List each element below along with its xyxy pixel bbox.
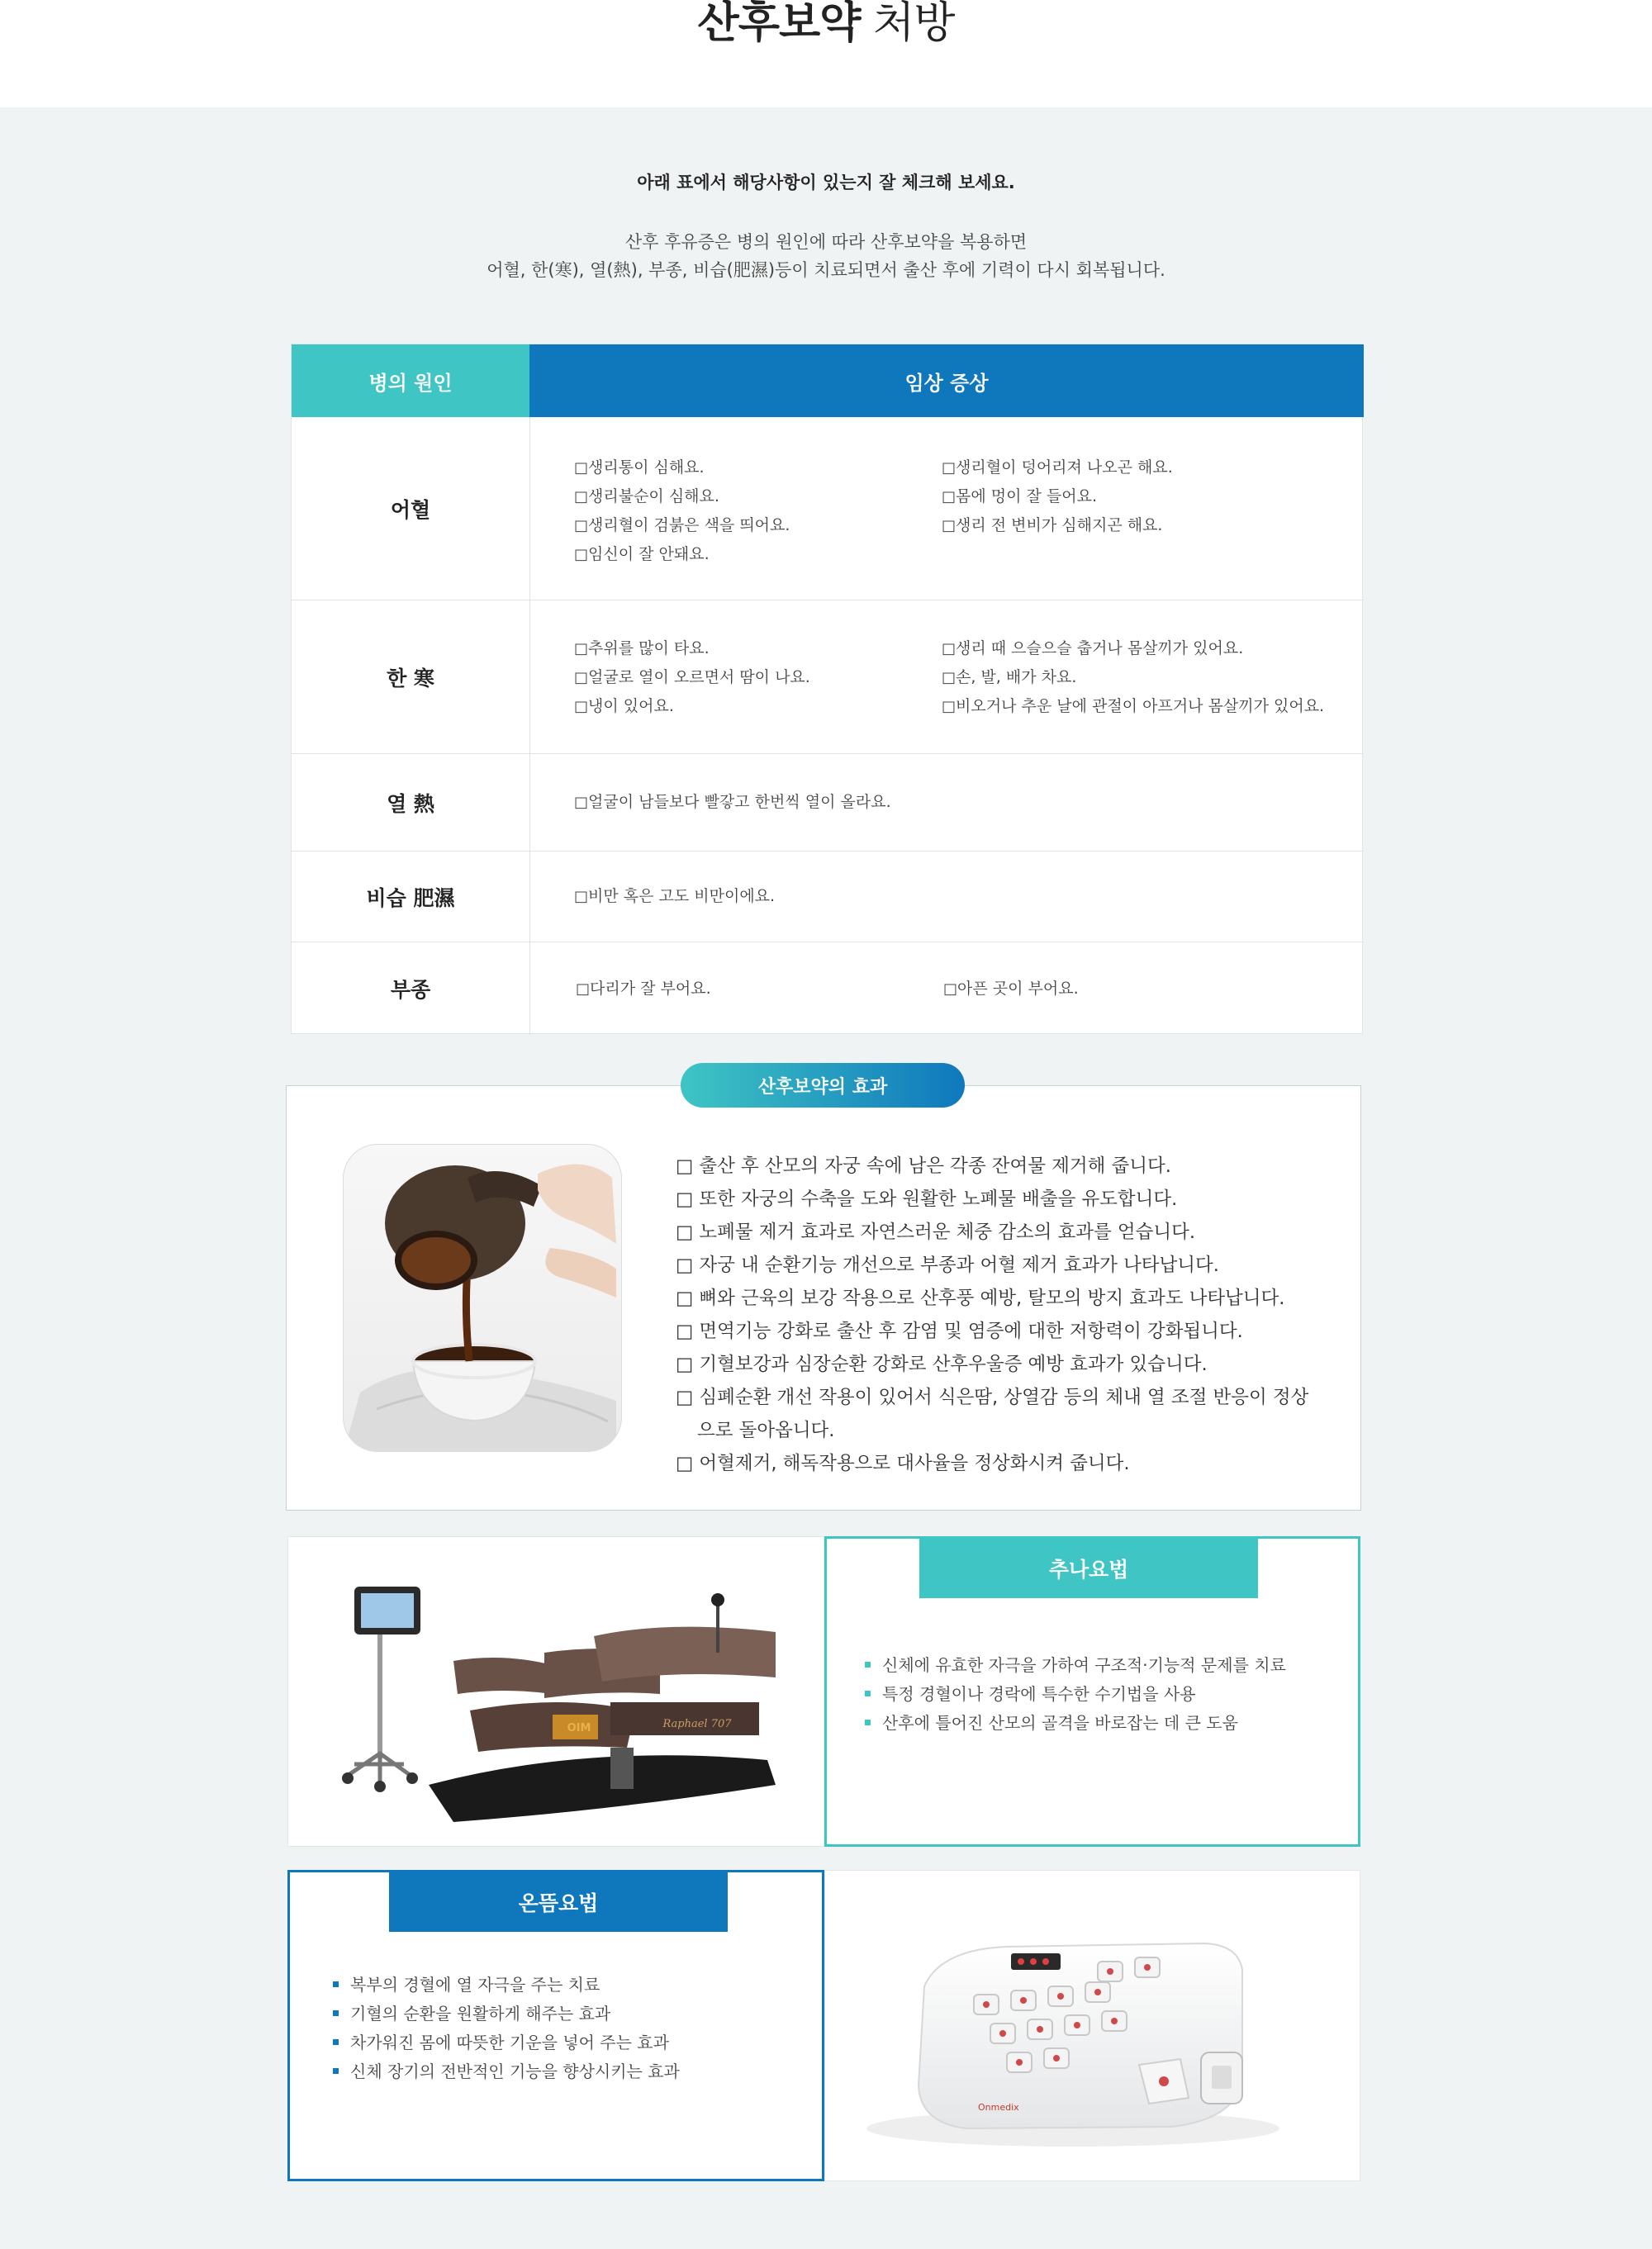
herbal-medicine-image bbox=[343, 1144, 622, 1452]
symptom-item[interactable]: □ 얼굴이 남들보다 빨갛고 한번씩 열이 올라요. bbox=[574, 788, 891, 817]
table-row bbox=[292, 852, 1364, 942]
table-row bbox=[292, 942, 1364, 1035]
herbal-pot-illustration bbox=[344, 1145, 622, 1452]
symptom-column-1 bbox=[574, 788, 891, 817]
ontteum-info-panel bbox=[287, 1870, 824, 2181]
chuna-image-panel bbox=[287, 1536, 824, 1847]
chuna-info-panel bbox=[824, 1536, 1360, 1847]
effect-item: □ 출산 후 산모의 자궁 속에 남은 각종 잔여물 제거해 줍니다. bbox=[676, 1150, 1320, 1183]
cause-label: 어혈 bbox=[390, 497, 431, 522]
symptom-item[interactable]: □ 비만 혹은 고도 비만이에요. bbox=[574, 882, 775, 911]
table-model-label: Raphael 707 bbox=[662, 1718, 732, 1730]
symptom-item[interactable]: □ 손, 발, 배가 차요. bbox=[942, 663, 1324, 692]
chiropractic-table-illustration bbox=[288, 1537, 825, 1848]
symptom-item[interactable]: □ 아픈 곳이 부어요. bbox=[943, 975, 1079, 1004]
effect-item: □ 심폐순환 개선 작용이 있어서 식은땀, 상열감 등의 체내 열 조절 반응이 정상으로 돌아옵니다. bbox=[676, 1381, 1320, 1447]
intro-line-2: 어혈, 한(寒), 열(熱), 부종, 비습(肥濕)등이 치료되면서 출산 후에 기력이 다시 회복됩니다. bbox=[487, 260, 1165, 280]
effects-list bbox=[676, 1150, 1320, 1480]
list-item: 특정 경혈이나 경락에 특수한 수기법을 사용 bbox=[865, 1680, 1286, 1709]
effect-item: □ 기혈보강과 심장순환 강화로 산후우울증 예방 효과가 있습니다. bbox=[676, 1348, 1320, 1381]
symptom-item[interactable]: □ 생리혈이 검붉은 색을 띄어요. bbox=[574, 511, 790, 540]
symptom-item[interactable]: □ 비오거나 추운 날에 관절이 아프거나 몸살끼가 있어요. bbox=[942, 692, 1324, 721]
ontteum-title-tab: 온뜸요법 bbox=[389, 1872, 728, 1932]
list-item: 차가워진 몸에 따뜻한 기운을 넣어 주는 효과 bbox=[333, 2028, 680, 2057]
symptom-column-1 bbox=[576, 975, 711, 1004]
table-row bbox=[292, 417, 1364, 600]
symptom-item[interactable]: □ 생리불순이 심해요. bbox=[574, 482, 790, 511]
effects-title-badge: 산후보약의 효과 bbox=[681, 1063, 965, 1108]
effect-item: □ 뼈와 근육의 보강 작용으로 산후풍 예방, 탈모의 방지 효과도 나타납니다. bbox=[676, 1282, 1320, 1315]
symptom-item[interactable]: □ 다리가 잘 부어요. bbox=[576, 975, 711, 1004]
symptom-item[interactable]: □ 생리혈이 덩어리져 나오곤 해요. bbox=[942, 453, 1173, 482]
cause-label: 열 熱 bbox=[387, 791, 434, 816]
intro-heading: 아래 표에서 해당사항이 있는지 잘 체크해 보세요. bbox=[637, 173, 1015, 192]
symptom-item[interactable]: □ 냉이 있어요. bbox=[574, 692, 810, 721]
table-header-cause: 병의 원인 bbox=[292, 344, 529, 417]
ontteum-image-panel bbox=[824, 1870, 1360, 2181]
symptom-column-1 bbox=[574, 634, 810, 721]
symptom-column-2 bbox=[942, 634, 1324, 721]
symptom-column-2 bbox=[942, 453, 1173, 540]
symptom-item[interactable]: □ 생리 전 변비가 심해지곤 해요. bbox=[942, 511, 1173, 540]
symptom-table bbox=[291, 344, 1363, 1034]
page-title-bold: 산후보약 bbox=[697, 0, 861, 48]
moxibustion-device-illustration bbox=[825, 1871, 1361, 2182]
chuna-benefit-list bbox=[865, 1651, 1286, 1738]
symptom-item[interactable]: □ 생리 때 으슬으슬 춥거나 몸살끼가 있어요. bbox=[942, 634, 1324, 663]
list-item: 신체에 유효한 자극을 가하여 구조적·기능적 문제를 치료 bbox=[865, 1651, 1286, 1680]
effect-item: □ 어혈제거, 해독작용으로 대사율을 정상화시켜 줍니다. bbox=[676, 1447, 1320, 1480]
cause-label: 비습 肥濕 bbox=[366, 885, 455, 910]
symptom-item[interactable]: □ 몸에 멍이 잘 들어요. bbox=[942, 482, 1173, 511]
symptom-item[interactable]: □ 임신이 잘 안돼요. bbox=[574, 540, 790, 569]
effect-item: □ 자궁 내 순환기능 개선으로 부종과 어혈 제거 효과가 나타납니다. bbox=[676, 1249, 1320, 1282]
symptom-column-2 bbox=[943, 975, 1079, 1004]
cause-label: 부종 bbox=[390, 978, 431, 1002]
symptom-column-1 bbox=[574, 453, 790, 569]
intro-line-1: 산후 후유증은 병의 원인에 따라 산후보약을 복용하면 bbox=[624, 232, 1028, 252]
chuna-title-tab: 추나요법 bbox=[919, 1539, 1258, 1598]
effect-item: □ 노폐물 제거 효과로 자연스러운 체중 감소의 효과를 얻습니다. bbox=[676, 1216, 1320, 1249]
table-brand-mark: OIM bbox=[567, 1722, 591, 1734]
symptom-item[interactable]: □ 생리통이 심해요. bbox=[574, 453, 790, 482]
device-brand-mark: Onmedix bbox=[978, 2102, 1019, 2113]
symptom-column-1 bbox=[574, 882, 775, 911]
ontteum-benefit-list bbox=[333, 1971, 680, 2086]
list-item: 기혈의 순환을 원활하게 해주는 효과 bbox=[333, 2000, 680, 2028]
effect-item: □ 면역기능 강화로 출산 후 감염 및 염증에 대한 저항력이 강화됩니다. bbox=[676, 1315, 1320, 1348]
symptom-item[interactable]: □ 추위를 많이 타요. bbox=[574, 634, 810, 663]
table-header-symptom: 임상 증상 bbox=[529, 344, 1364, 417]
symptom-item[interactable]: □ 얼굴로 열이 오르면서 땀이 나요. bbox=[574, 663, 810, 692]
page-title-rest: 처방 bbox=[860, 0, 955, 48]
list-item: 복부의 경혈에 열 자극을 주는 치료 bbox=[333, 1971, 680, 2000]
cause-label: 한 寒 bbox=[387, 666, 434, 690]
table-row bbox=[292, 600, 1364, 754]
table-row bbox=[292, 754, 1364, 852]
effect-item: □ 또한 자궁의 수축을 도와 원활한 노폐물 배출을 유도합니다. bbox=[676, 1183, 1320, 1216]
page-title bbox=[0, 0, 1652, 46]
list-item: 산후에 틀어진 산모의 골격을 바로잡는 데 큰 도움 bbox=[865, 1709, 1286, 1738]
list-item: 신체 장기의 전반적인 기능을 향상시키는 효과 bbox=[333, 2057, 680, 2086]
